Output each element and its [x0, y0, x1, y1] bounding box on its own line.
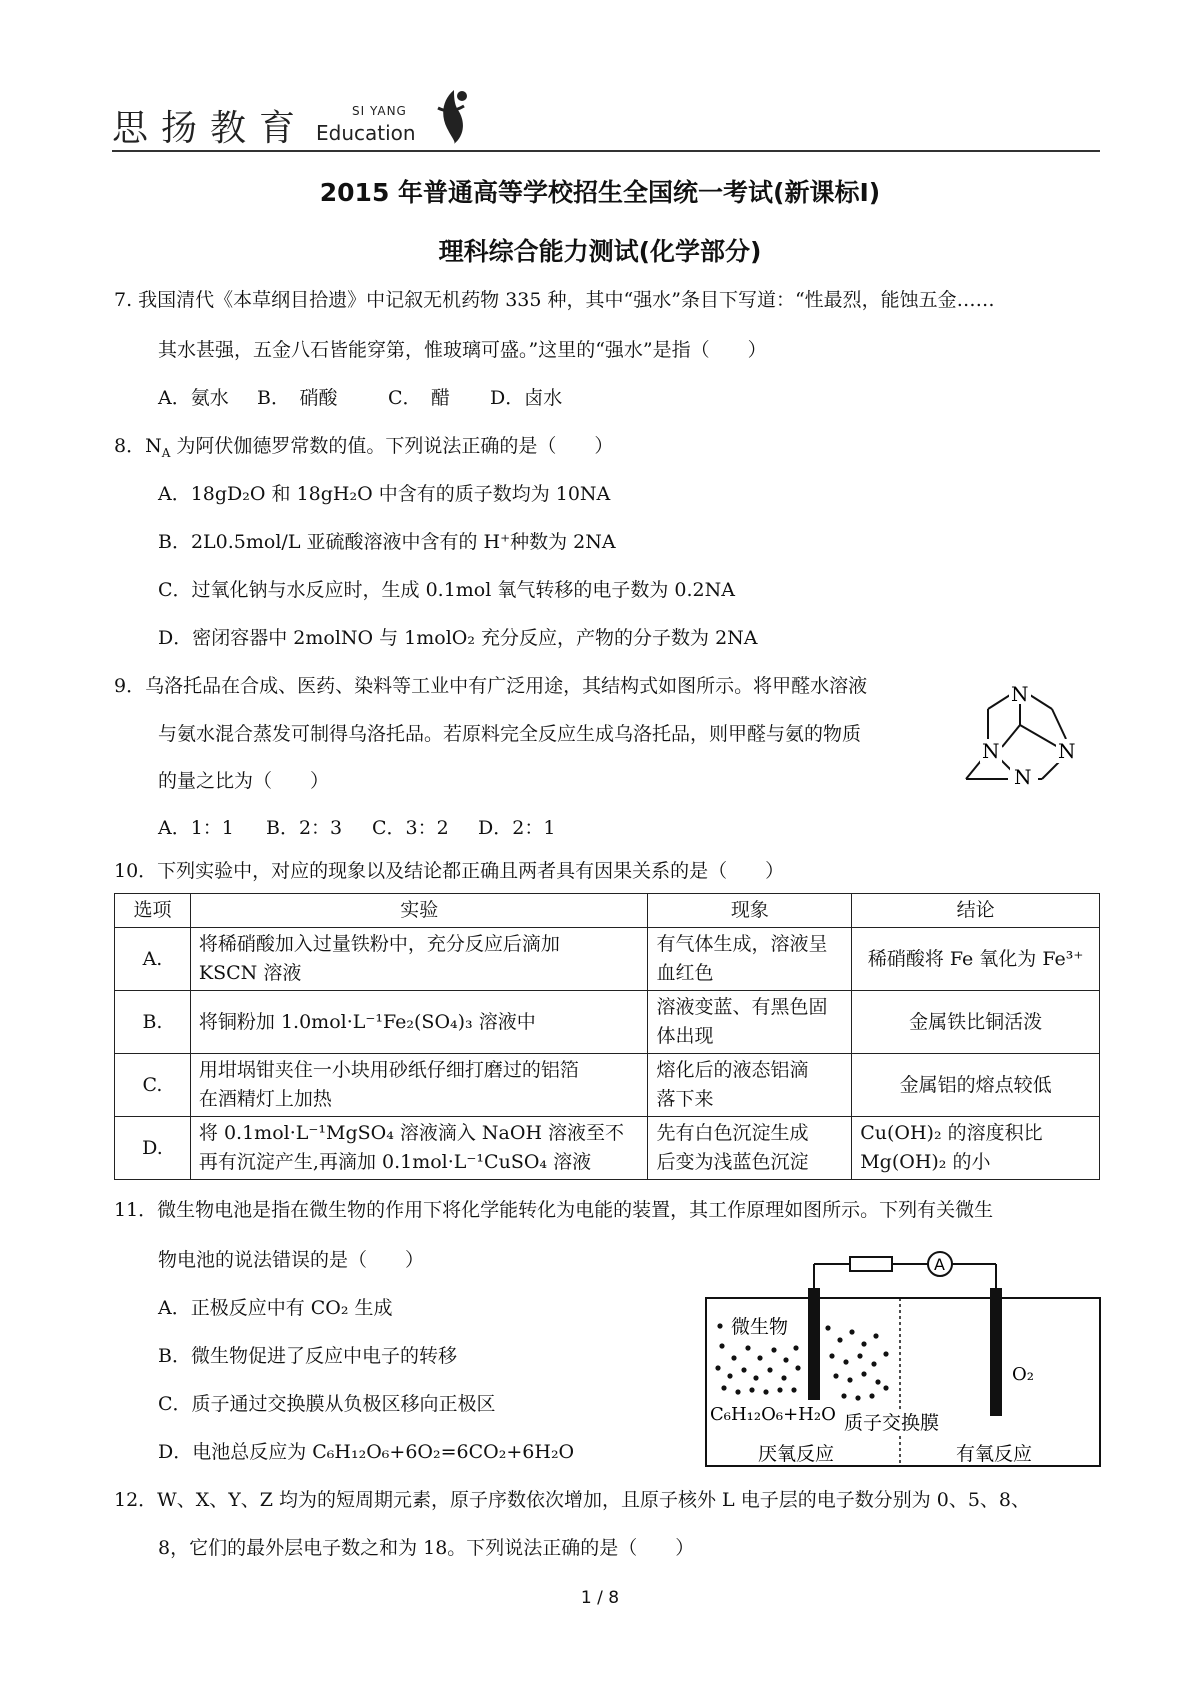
row-a-phenomenon: 有气体生成，溶液呈 血红色	[648, 928, 852, 991]
q9-stem-line3: 的量之比为（ ）	[158, 770, 330, 792]
header-option: 选项	[115, 894, 191, 928]
row-b-option: B.	[115, 991, 191, 1054]
row-c-phenomenon: 熔化后的液态铝滴 落下来	[648, 1054, 852, 1117]
q7-option-c: C． 醋	[388, 387, 451, 409]
row-b-experiment: 将铜粉加 1.0mol·L⁻¹Fe₂(SO₄)₃ 溶液中	[190, 991, 648, 1054]
row-a-option: A.	[115, 928, 191, 991]
atom-n-bottom: N	[1014, 765, 1032, 789]
q11-option-d: D．电池总反应为 C₆H₁₂O₆+6O₂=6CO₂+6H₂O	[158, 1441, 575, 1463]
q9-stem-line1: 9．乌洛托品在合成、医药、染料等工业中有广泛用途，其结构式如图所示。将甲醛水溶液	[114, 675, 868, 697]
page-title: 2015 年普通高等学校招生全国统一考试(新课标Ⅰ)	[319, 178, 881, 207]
q7-option-d: D．卤水	[490, 387, 563, 409]
row-c-conclusion: 金属铝的熔点较低	[852, 1054, 1100, 1117]
q11-option-c: C．质子通过交换膜从负极区移向正极区	[158, 1393, 496, 1415]
row-d-phenomenon: 先有白色沉淀生成 后变为浅蓝色沉淀	[648, 1117, 852, 1180]
row-c-option: C.	[115, 1054, 191, 1117]
aerobic-reaction-label: 有氧反应	[956, 1443, 1033, 1465]
page-number: 1 / 8	[580, 1588, 620, 1608]
ammeter-icon: A	[934, 1255, 945, 1274]
logo-chinese-text: 思扬教育	[112, 108, 309, 149]
q11-stem-line2: 物电池的说法错误的是（ ）	[158, 1249, 425, 1271]
q11-option-b: B．微生物促进了反应中电子的转移	[158, 1345, 457, 1367]
atom-n-top: N	[1011, 682, 1029, 706]
q12-stem-line1: 12．W、X、Y、Z 均为的短周期元素，原子序数依次增加，且原子核外 L 电子层的电子数分别为 0、5、8、	[114, 1489, 1031, 1511]
q8-option-a: A．18gD₂O 和 18gH₂O 中含有的质子数均为 10NA	[158, 483, 611, 505]
q11-option-a: A．正极反应中有 CO₂ 生成	[158, 1297, 393, 1319]
row-b-phenomenon: 溶液变蓝、有黑色固 体出现	[648, 991, 852, 1054]
row-d-experiment: 将 0.1mol·L⁻¹MgSO₄ 溶液滴入 NaOH 溶液至不 再有沉淀产生,再滴加 0.1mol·L⁻¹CuSO₄ 溶液	[190, 1117, 648, 1180]
logo-emblem-icon	[432, 86, 478, 146]
urotropine-structure-diagram	[960, 675, 1090, 790]
q9-option-b: B．2：3	[266, 817, 343, 839]
atom-n-left: N	[982, 739, 1000, 763]
q9-option-c: C．3：2	[372, 817, 449, 839]
logo-english-small-text: SI YANG	[352, 104, 407, 118]
logo-english-text: Education	[316, 121, 416, 145]
q9-stem-line2: 与氨水混合蒸发可制得乌洛托品。若原料完全反应生成乌洛托品，则甲醛与氨的物质	[158, 723, 862, 745]
q12-stem-line2: 8，它们的最外层电子数之和为 18。下列说法正确的是（ ）	[158, 1537, 695, 1559]
q7-stem-line2: 其水甚强，五金八石皆能穿第，惟玻璃可盛。”这里的“强水”是指（ ）	[158, 339, 767, 361]
row-b-conclusion: 金属铁比铜活泼	[852, 991, 1100, 1054]
q11-stem-line1: 11．微生物电池是指在微生物的作用下将化学能转化为电能的装置，其工作原理如图所示。下列有关微生	[114, 1199, 994, 1221]
q7-option-a: A．氨水	[158, 387, 229, 409]
q9-option-a: A．1：1	[158, 817, 234, 839]
q8-option-d: D．密闭容器中 2molNO 与 1molO₂ 充分反应，产物的分子数为 2NA	[158, 627, 758, 649]
q10-stem: 10．下列实验中，对应的现象以及结论都正确且两者具有因果关系的是（ ）	[114, 860, 785, 882]
q8-option-b: B．2L0.5mol/L 亚硫酸溶液中含有的 H⁺种数为 2NA	[158, 531, 616, 553]
anaerobic-reaction-label: 厌氧反应	[758, 1443, 835, 1465]
table-header-row	[115, 894, 1100, 928]
q8-option-c: C．过氧化钠与水反应时，生成 0.1mol 氧气转移的电子数为 0.2NA	[158, 579, 735, 601]
table-row	[115, 991, 1100, 1054]
header-divider	[112, 150, 1100, 152]
row-a-conclusion: 稀硝酸将 Fe 氧化为 Fe³⁺	[852, 928, 1100, 991]
q10-table	[114, 893, 1100, 1180]
glucose-water-label: C₆H₁₂O₆+H₂O	[710, 1404, 836, 1425]
row-a-experiment: 将稀硝酸加入过量铁粉中，充分反应后滴加 KSCN 溶液	[190, 928, 648, 991]
oxygen-label: O₂	[1012, 1364, 1034, 1385]
q7-stem-line1: 7. 我国清代《本草纲目拾遗》中记叙无机药物 335 种，其中“强水”条目下写道：“性最烈，能蚀五金……	[114, 289, 995, 311]
row-d-option: D.	[115, 1117, 191, 1180]
table-row	[115, 928, 1100, 991]
header-experiment: 实验	[190, 894, 648, 928]
microbe-label: 微生物	[731, 1316, 789, 1338]
microbial-fuel-cell-diagram	[700, 1240, 1110, 1472]
q9-option-d: D．2：1	[478, 817, 556, 839]
q8-stem: 8．$N_A$ 为阿伏伽德罗常数的值。下列说法正确的是（ ）	[114, 435, 614, 460]
table-row	[115, 1054, 1100, 1117]
row-d-conclusion: Cu(OH)₂ 的溶度积比 Mg(OH)₂ 的小	[852, 1117, 1100, 1180]
header-conclusion: 结论	[852, 894, 1100, 928]
page-subtitle: 理科综合能力测试(化学部分)	[438, 237, 762, 266]
q7-option-b: B． 硝酸	[257, 387, 338, 409]
atom-n-right: N	[1058, 739, 1076, 763]
header-phenomenon: 现象	[648, 894, 852, 928]
proton-exchange-membrane-label: 质子交换膜	[844, 1412, 940, 1434]
row-c-experiment: 用坩埚钳夹住一小块用砂纸仔细打磨过的铝箔 在酒精灯上加热	[190, 1054, 648, 1117]
table-row	[115, 1117, 1100, 1180]
